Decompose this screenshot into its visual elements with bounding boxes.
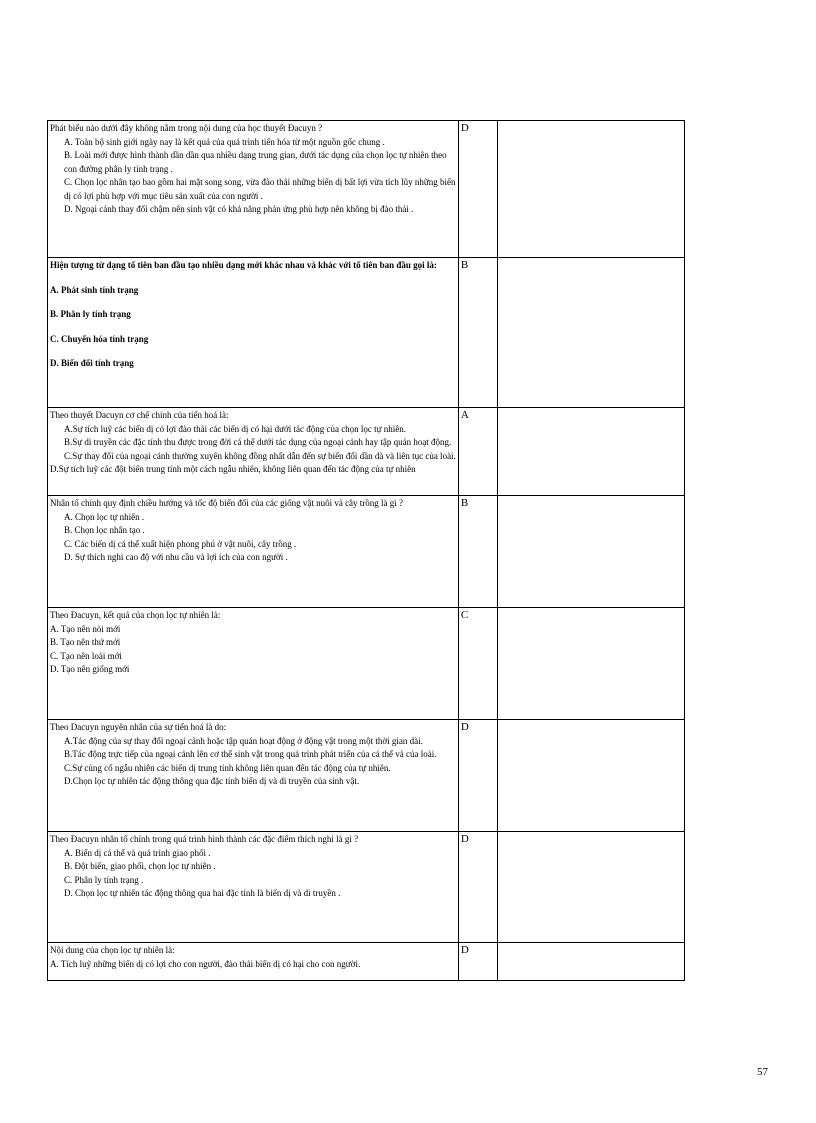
option: A. Tích luỹ những biến dị có lợi cho con người, đào thải biến dị có hại cho con người. (50, 958, 361, 969)
option: D. Chọn lọc tự nhiên tác động thông qua hai đặc tính là biến dị và di truyền . (64, 888, 341, 898)
answer-cell: D (458, 121, 497, 258)
option: C. Chọn lọc nhân tạo bao gồm hai mặt song song, vừa đào thải những biến dị bất lợi vừa tích lũy những biến dị có lợi phù hợp với mục tiêu sản xuất của con người . (64, 177, 456, 201)
question-row (48, 832, 685, 943)
question-cell (48, 258, 459, 408)
question-cell (48, 720, 459, 832)
option: C.Sự củng cố ngẫu nhiên các biến dị trung tính không liên quan đến tác động của tự nhiên. (64, 762, 391, 773)
question-cell (48, 496, 459, 608)
question-cell (48, 832, 459, 943)
option: A.Sự tích luỹ các biến dị có lợi đào thải các biến dị có hại dưới tác động của chọn lọc tự nhiên. (64, 423, 407, 434)
question-row (48, 608, 685, 720)
blank-cell (497, 121, 684, 258)
option: C. Chuyển hóa tính trạng (50, 333, 149, 344)
option: D. Biến đổi tính trạng (50, 358, 134, 368)
option: D. Ngoại cảnh thay đổi chậm nên sinh vật có khả năng phản ứng phù hợp nên không bị đào thải . (64, 204, 414, 214)
option: C.Sự thay đổi của ngoại cảnh thường xuyên không đồng nhất dẫn đến sự biến đổi dần dà và liên tục của loài. (64, 450, 456, 461)
option: B. Tạo nên thứ mới (50, 637, 121, 647)
option: D.Chọn lọc tự nhiên tác động thông qua đặc tính biến dị và di truyền của sinh vật. (64, 776, 360, 786)
question-stem: Theo thuyết Dacuyn cơ chế chính của tiến hoá là: (50, 410, 229, 420)
option: D. Tạo nên giống mới (50, 664, 130, 674)
question-cell (48, 121, 459, 258)
answer-cell: A (458, 408, 497, 496)
option: A. Phát sinh tính trạng (50, 284, 139, 295)
option: B.Sự di truyền các đặc tính thu được trong đời cá thể dưới tác dụng của ngoại cảnh hay tập quán hoạt động. (64, 437, 452, 447)
question-stem: Nội dung của chọn lọc tự nhiên là: (50, 945, 175, 955)
option: A.Tác động của sự thay đổi ngoại cảnh hoặc tập quán hoạt động ở động vật trong một thời gian dài. (64, 735, 423, 746)
option: B.Tác động trực tiếp của ngoại cảnh lên cơ thể sinh vật trong quá trình phát triển của cá thể và của loài. (64, 749, 437, 759)
answer-cell: B (458, 496, 497, 608)
blank-cell (497, 608, 684, 720)
question-cell (48, 408, 459, 496)
question-stem: Theo Dacuyn nguyên nhân của sự tiến hoá là do: (50, 722, 227, 732)
blank-cell (497, 258, 684, 408)
question-row (48, 121, 685, 258)
option: C. Tạo nên loài mới (50, 650, 122, 661)
option: A. Chọn lọc tự nhiên . (64, 511, 145, 522)
question-row (48, 943, 685, 981)
option: B. Loài mới được hình thành dần dần qua nhiều dạng trung gian, dưới tác dụng của chọn lọc tự nhiên theo con đường phân ly tính trạng . (64, 150, 447, 174)
question-row (48, 258, 685, 408)
blank-cell (497, 943, 684, 981)
blank-cell (497, 832, 684, 943)
option: C. Phân ly tính trạng . (64, 874, 144, 885)
question-cell (48, 608, 459, 720)
option: A. Tạo nên nòi mới (50, 623, 121, 634)
question-row (48, 408, 685, 496)
question-table (47, 120, 685, 981)
option: A. Toàn bộ sinh giới ngày nay là kết quả của quá trình tiến hóa từ một nguồn gốc chung . (64, 136, 385, 147)
question-stem: Theo Đacuyn nhân tố chính trong quá trình hình thành các đặc điểm thích nghi là gì ? (50, 834, 359, 844)
answer-cell: D (458, 832, 497, 943)
question-cell (48, 943, 459, 981)
option: B. Chọn lọc nhân tạo . (64, 525, 145, 535)
question-stem: Theo Đacuyn, kết quả của chọn lọc tự nhiên là: (50, 610, 221, 620)
question-row (48, 720, 685, 832)
option: D.Sự tích luỹ các đột biến trung tính một cách ngẫu nhiên, không liên quan đến tác động của tự nhiên (50, 464, 416, 474)
question-row (48, 496, 685, 608)
option: B. Phân ly tính trạng (50, 309, 131, 319)
option: D. Sự thích nghi cao độ với nhu cầu và lợi ích của con người . (64, 552, 288, 562)
question-stem: Hiện tượng từ dạng tổ tiên ban đầu tạo nhiều dạng mới khác nhau và khác với tổ tiên ban đầu gọi là: (50, 260, 437, 270)
question-stem: Nhân tố chính quy định chiều hướng và tốc độ biến đổi của các giống vật nuôi và cây trồng là gì ? (50, 498, 404, 508)
blank-cell (497, 408, 684, 496)
blank-cell (497, 496, 684, 608)
question-stem: Phát biểu nào dưới đây không nằm trong nội dung của học thuyết Đacuyn ? (50, 123, 323, 133)
page-number: 57 (757, 1066, 768, 1078)
option: B. Đột biến, giao phối, chọn lọc tự nhiên . (64, 861, 216, 871)
answer-cell: B (458, 258, 497, 408)
answer-cell: C (458, 608, 497, 720)
blank-cell (497, 720, 684, 832)
answer-cell: D (458, 720, 497, 832)
option: A. Biến dị cá thể và quá trình giao phối . (64, 847, 211, 858)
answer-cell: D (458, 943, 497, 981)
option: C. Các biến dị cá thể xuất hiện phong phú ở vật nuôi, cây trồng . (64, 538, 297, 549)
